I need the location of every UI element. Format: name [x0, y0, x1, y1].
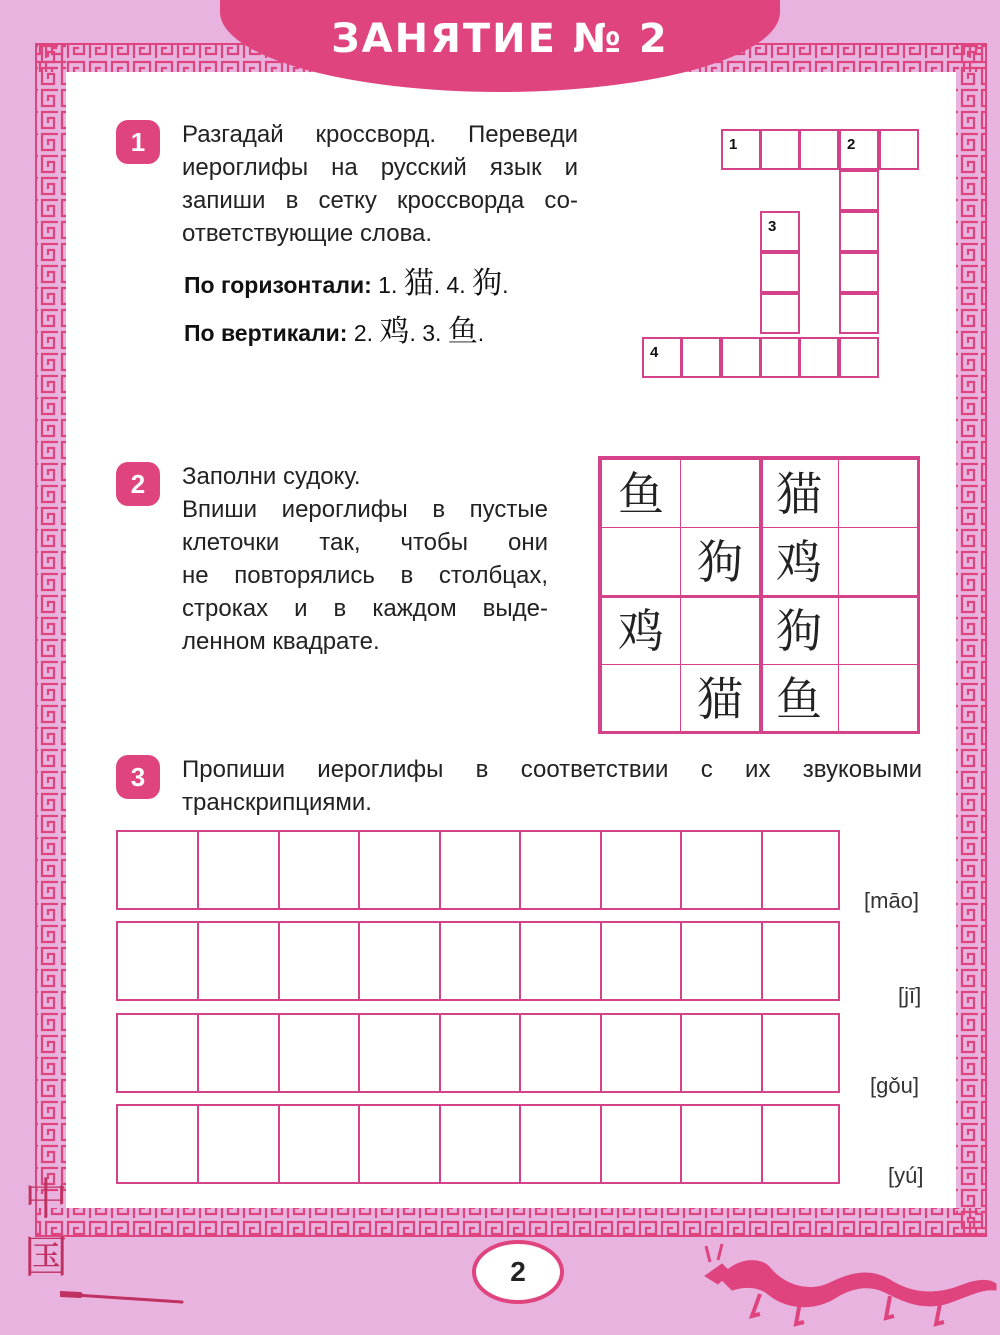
chicken-hanzi: 鸡: [379, 314, 410, 349]
task-1-line: иероглифы на русский язык и: [182, 154, 578, 181]
crossword-cell[interactable]: [721, 337, 761, 378]
sudoku-cell[interactable]: [838, 527, 918, 596]
sudoku-cell: 鱼: [759, 664, 839, 733]
task-2-line: ленном квадрате.: [182, 628, 380, 655]
sudoku-cell[interactable]: [838, 459, 918, 528]
crossword-cell[interactable]: [760, 252, 800, 293]
vertical-clue: По вертикали: 2. 鸡. 3. 鱼.: [184, 314, 485, 349]
horizontal-label: По горизонтали:: [184, 272, 372, 298]
dragon-icon: [700, 1238, 1000, 1330]
sudoku-cell[interactable]: [601, 527, 681, 596]
row-divider: [439, 1106, 441, 1182]
pinyin-gou: [gǒu]: [870, 1073, 919, 1098]
task-2-line: Заполни судоку.: [182, 463, 361, 490]
task-3-line: транскрипциями.: [182, 789, 372, 816]
task-1-line: запиши в сетку кроссворда со-: [182, 187, 578, 214]
task-2-instructions: [182, 460, 548, 658]
sudoku-cell: 狗: [680, 527, 760, 596]
row-divider: [278, 832, 280, 908]
row-divider: [358, 832, 360, 908]
writing-row-gou[interactable]: [116, 1013, 840, 1093]
crossword-cell[interactable]: [879, 129, 919, 170]
fish-hanzi: 鱼: [447, 314, 478, 349]
crossword-cell[interactable]: [839, 293, 879, 334]
row-divider: [197, 832, 199, 908]
task-3-line: Пропиши иероглифы в соответствии с их звуковыми: [182, 756, 922, 783]
sudoku-grid: [598, 456, 920, 734]
writing-row-ji[interactable]: [116, 921, 840, 1001]
row-divider: [358, 1015, 360, 1091]
task-2-line: строках и в каждом выде-: [182, 595, 548, 622]
sudoku-cell: 鸡: [759, 527, 839, 596]
task-2-line: не повторялись в столбцах,: [182, 562, 548, 589]
crossword-number: 1: [729, 136, 738, 153]
task-3-instructions: [182, 753, 922, 819]
clue-number: 1.: [378, 272, 398, 298]
row-divider: [600, 1015, 602, 1091]
task-2-line: Впиши иероглифы в пустые: [182, 496, 548, 523]
row-divider: [761, 1106, 763, 1182]
row-divider: [519, 1015, 521, 1091]
row-divider: [278, 1015, 280, 1091]
clue-number: 2.: [353, 320, 374, 346]
row-divider: [519, 1106, 521, 1182]
china-hanzi-1: 中: [24, 1174, 68, 1225]
row-divider: [197, 923, 199, 999]
crossword-cell[interactable]: [681, 337, 721, 378]
task-1-instructions: [182, 118, 578, 250]
crossword-cell[interactable]: [760, 293, 800, 334]
pinyin-yu: [yú]: [888, 1163, 924, 1188]
crossword-number: 4: [650, 344, 659, 361]
writing-row-mao[interactable]: [116, 830, 840, 910]
task-3-number: 3: [116, 755, 160, 799]
sudoku-cell[interactable]: [680, 596, 760, 665]
clue-number: 3.: [422, 320, 442, 346]
row-divider: [439, 832, 441, 908]
crossword-cell[interactable]: [760, 211, 800, 252]
crossword-cell[interactable]: [839, 211, 879, 252]
task-2-line: клеточки так, чтобы они: [182, 529, 548, 556]
crossword-cell[interactable]: [760, 129, 800, 170]
row-divider: [600, 832, 602, 908]
crossword-cell[interactable]: [839, 252, 879, 293]
page-title: ЗАНЯТИЕ № 2: [331, 16, 669, 62]
clue-number: 4.: [446, 272, 466, 298]
writing-row-yu[interactable]: [116, 1104, 840, 1184]
row-divider: [680, 1106, 682, 1182]
row-divider: [600, 1106, 602, 1182]
row-divider: [439, 923, 441, 999]
sudoku-cell: 狗: [759, 596, 839, 665]
horizontal-clue: По горизонтали: 1. 猫. 4. 狗.: [184, 266, 509, 301]
row-divider: [358, 1106, 360, 1182]
crossword-cell[interactable]: [642, 337, 682, 378]
row-divider: [278, 923, 280, 999]
row-divider: [761, 832, 763, 908]
sudoku-divider: [601, 595, 917, 598]
row-divider: [680, 832, 682, 908]
dog-hanzi: 狗: [472, 266, 503, 301]
crossword-cell[interactable]: [839, 170, 879, 211]
row-divider: [680, 1015, 682, 1091]
crossword-cell[interactable]: [799, 129, 839, 170]
brush-icon: [60, 1280, 190, 1310]
sudoku-cell: 猫: [759, 459, 839, 528]
row-divider: [680, 923, 682, 999]
task-2-number: 2: [116, 462, 160, 506]
sudoku-cell[interactable]: [680, 459, 760, 528]
sudoku-cell[interactable]: [601, 664, 681, 733]
crossword-cell[interactable]: [839, 337, 879, 378]
crossword-cell[interactable]: [839, 129, 879, 170]
sudoku-cell: 猫: [680, 664, 760, 733]
pinyin-ji: [jī]: [898, 983, 922, 1008]
row-divider: [600, 923, 602, 999]
row-divider: [761, 1015, 763, 1091]
task-1-line: ответствующие слова.: [182, 220, 433, 247]
crossword-number: 2: [847, 136, 856, 153]
row-divider: [358, 923, 360, 999]
crossword-cell[interactable]: [721, 129, 761, 170]
pinyin-mao: [māo]: [864, 888, 920, 913]
task-1-line: Разгадай кроссворд. Переведи: [182, 121, 578, 148]
row-divider: [197, 1106, 199, 1182]
sudoku-cell[interactable]: [838, 664, 918, 733]
china-hanzi-2: 国: [24, 1232, 68, 1283]
sudoku-cell: 鸡: [601, 596, 681, 665]
row-divider: [519, 832, 521, 908]
crossword-cell[interactable]: [760, 337, 800, 378]
row-divider: [519, 923, 521, 999]
row-divider: [761, 923, 763, 999]
row-divider: [197, 1015, 199, 1091]
cat-hanzi: 猫: [403, 266, 434, 301]
crossword-cell[interactable]: [799, 337, 839, 378]
sudoku-cell: 鱼: [601, 459, 681, 528]
crossword-number: 3: [768, 218, 777, 235]
vertical-label: По вертикали:: [184, 320, 348, 346]
page-number: 2: [472, 1240, 564, 1304]
sudoku-cell[interactable]: [838, 596, 918, 665]
task-1-number: 1: [116, 120, 160, 164]
row-divider: [278, 1106, 280, 1182]
row-divider: [439, 1015, 441, 1091]
